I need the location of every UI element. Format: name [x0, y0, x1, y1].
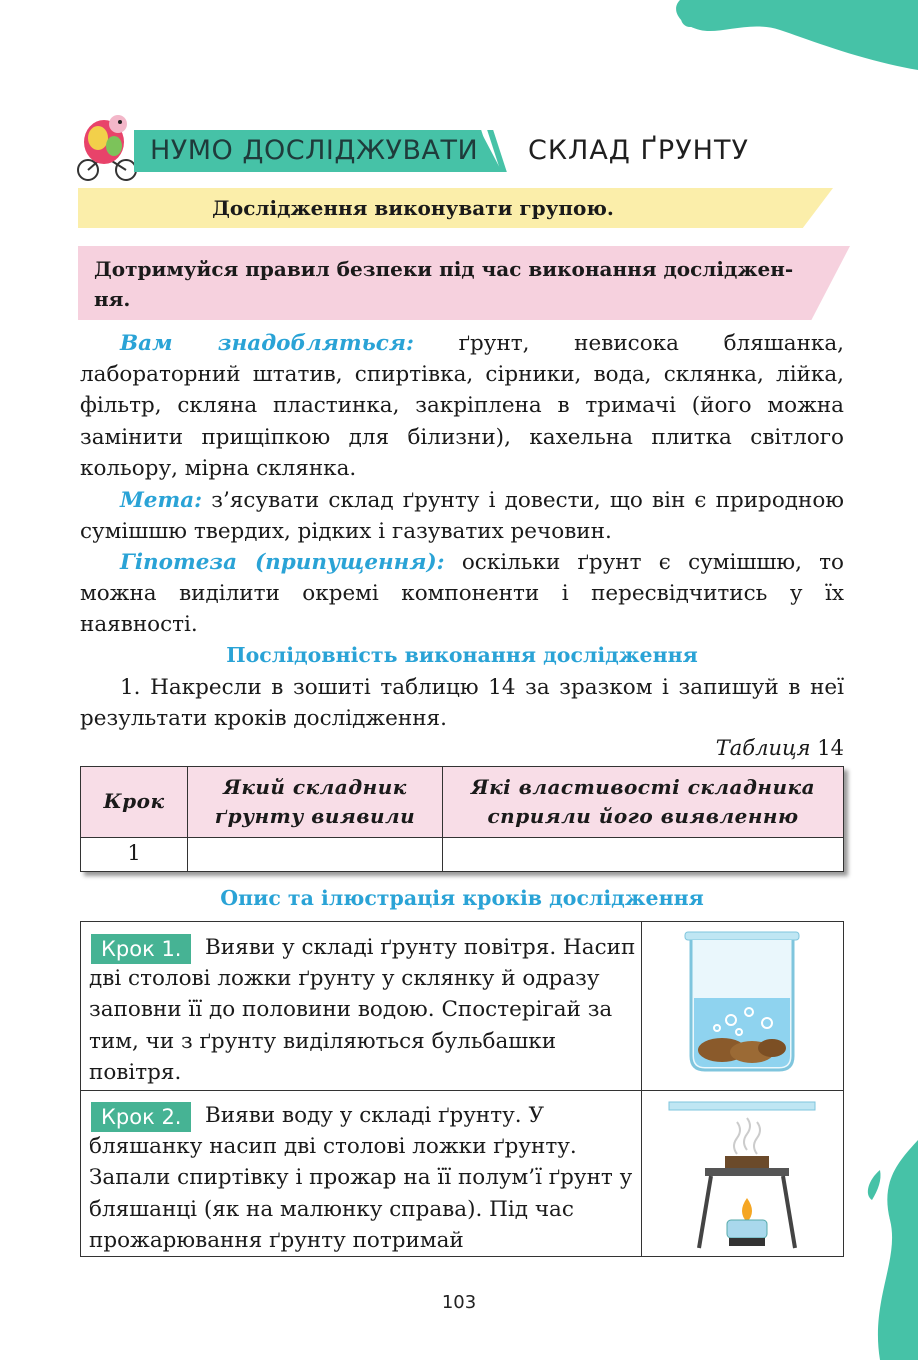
goal-label: Мета — [120, 488, 195, 513]
table-header-component: Який складник ґрунту виявили — [214, 775, 416, 828]
results-table — [80, 766, 844, 872]
steps-heading: Опис та ілюстрація кроків дослідження — [220, 886, 704, 910]
steps-table — [80, 921, 844, 1257]
section-subtitle: СКЛАД ҐРУНТУ — [528, 135, 749, 166]
table-caption-word: Таблиця — [715, 736, 811, 760]
instruction-paragraph: 1. Накресли в зошиті таблицю 14 за зразком і запишуй в неї результати кроків дослідження. — [80, 675, 844, 732]
table-cell-step: 1 — [127, 841, 141, 865]
table-caption — [600, 736, 844, 760]
safety-note: Дотримуйся правил безпеки під час виконання дослідження. — [94, 257, 794, 311]
group-note: Дослідження виконувати групою. — [212, 196, 614, 220]
hypothesis-label: Гіпотеза (припущення) — [120, 550, 437, 575]
sequence-heading: Послідовність виконання дослідження — [226, 643, 698, 667]
step-1-text — [89, 932, 637, 1088]
step-2-badge: Крок 2. — [91, 1102, 191, 1132]
step-1-badge: Крок 1. — [91, 934, 191, 964]
side-decoration-icon — [860, 1140, 918, 1360]
page-number: 103 — [441, 1292, 477, 1313]
beaker-with-soil-icon — [677, 928, 807, 1078]
step-2-title: Вияви воду у складі ґрунту. — [205, 1103, 522, 1128]
needs-text: ґрунт, невисока бляшанка, лабораторний штатив, спиртівка, сірники, вода, склянка, лійка, фільтр, скляна пластинка, закріплена в тримачі (його можна замінити прищіпкою для білизни), кахельна плитка світлого кольору, мірна склянка. — [80, 331, 844, 481]
step-1-title: Вияви у складі ґрунту повітря. — [205, 935, 557, 960]
table-header-properties: Які властивості складника сприяли його виявленню — [470, 775, 816, 828]
section-title: НУМО ДОСЛІДЖУВАТИ — [150, 135, 479, 166]
goal-paragraph: Мета: з’ясувати склад ґрунту і довести, що він є природною сумішшю твердих, рідких і газуватих речовин. — [80, 488, 844, 545]
corner-decoration-icon — [660, 0, 918, 70]
hypothesis-paragraph: Гіпотеза (припущення): оскільки ґрунт є сумішшю, то можна виділити окремі компоненти і пересвідчитись у їх наявності. — [80, 550, 844, 638]
step-1-body: Насип дві столові ложки ґрунту у склянку й одразу заповни її до половини водою. Спостерігай за тим, чи з ґрунту виділяються бульбашки повітря. — [89, 935, 636, 1085]
goal-text: з’ясувати склад ґрунту і довести, що він є природною сумішшю твердих, рідких і газуватих речовин. — [80, 488, 844, 545]
mascot-cyclist-icon — [74, 104, 144, 184]
step-2-text — [89, 1100, 637, 1256]
table-header-step: Крок — [103, 789, 165, 813]
step-2-body: У бляшанку насип дві столові ложки ґрунту. Запали спиртівку і прожар на її полум’ї ґрунт у бляшанці (як на малюнку справа). Під час прожарювання ґрунту потримай — [89, 1103, 633, 1253]
hypothesis-text: оскільки ґрунт є сумішшю, то можна виділити окремі компоненти і пересвідчитись у їх наявності. — [80, 550, 844, 638]
needs-paragraph: Вам знадобляться: ґрунт, невисока бляшанка, лабораторний штатив, спиртівка, сірники, вода, склянка, лійка, фільтр, скляна пластинка, закріплена в тримачі (його можна замінити прищіпкою для білизни), кахельна плитка світлого кольору, мірна склянка. — [80, 331, 844, 481]
needs-label: Вам знадобляться — [120, 331, 407, 356]
burner-stand-icon — [667, 1098, 817, 1254]
table-caption-number: 14 — [817, 736, 844, 760]
